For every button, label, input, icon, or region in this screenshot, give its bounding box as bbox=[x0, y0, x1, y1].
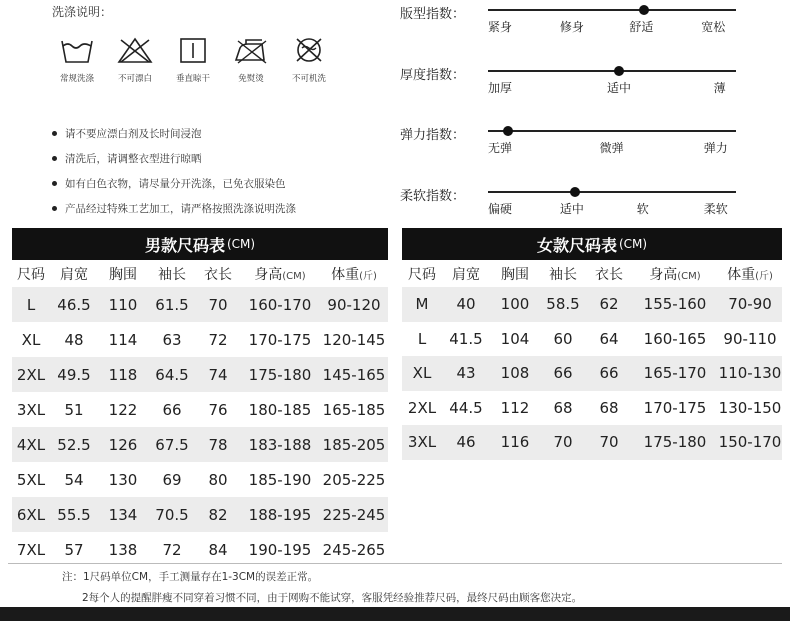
women-table-row bbox=[402, 391, 782, 426]
women-table-cell: 90-110 bbox=[723, 329, 777, 348]
men-column-headers bbox=[12, 260, 388, 287]
men-table-cell: 63 bbox=[162, 330, 182, 349]
fit-index-ticks bbox=[488, 139, 736, 155]
fit-index bbox=[400, 3, 740, 53]
women-size-table bbox=[402, 228, 782, 460]
fit-index-track bbox=[488, 70, 736, 72]
men-column-header bbox=[12, 264, 50, 284]
men-table-unit: (CM) bbox=[226, 237, 256, 251]
men-column-header bbox=[98, 264, 148, 284]
wash-icon-item bbox=[164, 36, 222, 84]
women-table-cell: 108 bbox=[500, 364, 530, 383]
men-table-cell: 84 bbox=[208, 540, 228, 559]
women-table-cell: 104 bbox=[500, 329, 530, 348]
men-column-header bbox=[320, 264, 388, 284]
men-table-cell: 120-145 bbox=[322, 330, 386, 349]
fit-index-ticks bbox=[488, 79, 736, 95]
women-table-unit: (CM) bbox=[618, 237, 648, 251]
women-table-cell: 44.5 bbox=[449, 398, 483, 417]
fit-index-ticks bbox=[488, 18, 736, 34]
wash-icon-label: 常规洗涤 bbox=[59, 74, 94, 84]
fit-index-marker bbox=[570, 187, 580, 197]
women-table-cell: 58.5 bbox=[546, 295, 580, 314]
fit-index-label: 弹力指数： bbox=[400, 128, 466, 143]
bullet-icon bbox=[52, 131, 57, 136]
men-table-cell: 6XL bbox=[16, 505, 46, 524]
women-table-title: 女款尺码表 bbox=[536, 235, 617, 255]
women-table-cell: 68 bbox=[553, 398, 573, 417]
women-table-cell: 40 bbox=[456, 295, 476, 314]
men-table-cell: 52.5 bbox=[57, 435, 91, 454]
men-table-cell: 130 bbox=[108, 470, 138, 489]
men-table-row bbox=[12, 392, 388, 427]
women-table-cell: 66 bbox=[553, 364, 573, 383]
wash-icon-label: 垂直晾干 bbox=[175, 74, 210, 84]
footer-note-2: 2每个人的提醒胖瘦不同穿着习惯不同，由于网购不能试穿，客服凭经验推荐尺码，最终尺码由顾客您决定。 bbox=[82, 592, 583, 604]
men-table-cell: 64.5 bbox=[155, 365, 189, 384]
men-column-header-text: 衣长 bbox=[204, 266, 232, 283]
men-table-cell: 138 bbox=[108, 540, 138, 559]
fit-index-marker bbox=[503, 126, 513, 136]
care-note-text: 如有白色衣物，请尽量分开洗涤，已免衣服染色 bbox=[65, 178, 286, 190]
women-table-cell: 46 bbox=[456, 433, 476, 452]
women-table-rows bbox=[402, 287, 782, 460]
fit-index-tick: 微弹 bbox=[599, 141, 624, 155]
women-column-header bbox=[718, 264, 782, 284]
women-table-cell: L bbox=[417, 329, 427, 348]
women-table-cell: 160-165 bbox=[643, 329, 707, 348]
women-table-cell: 64 bbox=[599, 329, 619, 348]
men-table-cell: 70 bbox=[208, 295, 228, 314]
men-table-cell: 5XL bbox=[16, 470, 46, 489]
wash-icon-item bbox=[280, 36, 338, 84]
men-table-cell: 7XL bbox=[16, 540, 46, 559]
women-column-header bbox=[490, 264, 540, 284]
women-column-headers bbox=[402, 260, 782, 287]
women-column-header bbox=[632, 264, 718, 284]
men-table-cell: 188-195 bbox=[248, 505, 312, 524]
men-column-header bbox=[240, 264, 320, 284]
care-note bbox=[52, 196, 296, 221]
men-column-header-text: 身高 bbox=[254, 266, 283, 283]
women-table-cell: 130-150 bbox=[718, 398, 782, 417]
bullet-icon bbox=[52, 181, 57, 186]
men-table-cell: 134 bbox=[108, 505, 138, 524]
wash-icons-row bbox=[48, 36, 338, 84]
fit-index-label: 柔软指数： bbox=[400, 189, 466, 204]
women-table-cell: 66 bbox=[599, 364, 619, 383]
men-size-table bbox=[12, 228, 388, 567]
men-table-cell: 61.5 bbox=[155, 295, 189, 314]
men-table-cell: 72 bbox=[208, 330, 228, 349]
men-table-cell: 160-170 bbox=[248, 295, 312, 314]
men-table-cell: 55.5 bbox=[57, 505, 91, 524]
men-column-header-text: 胸围 bbox=[109, 266, 137, 283]
women-table-cell: 116 bbox=[500, 433, 530, 452]
care-note-text: 清洗后，请调整衣型进行晾晒 bbox=[65, 153, 202, 165]
men-table-cell: 245-265 bbox=[322, 540, 386, 559]
fit-index-tick: 弹力 bbox=[703, 141, 728, 155]
women-table-cell: 100 bbox=[500, 295, 530, 314]
fit-index-track bbox=[488, 130, 736, 132]
men-table-row bbox=[12, 357, 388, 392]
men-table-cell: 185-190 bbox=[248, 470, 312, 489]
wash-icon-label: 不可漂白 bbox=[117, 74, 152, 84]
men-table-cell: 122 bbox=[108, 400, 138, 419]
men-table-row bbox=[12, 532, 388, 567]
women-table-row bbox=[402, 322, 782, 357]
men-table-cell: 145-165 bbox=[322, 365, 386, 384]
men-table-cell: 57 bbox=[64, 540, 84, 559]
men-table-cell: 48 bbox=[64, 330, 84, 349]
men-table-cell: 90-120 bbox=[327, 295, 381, 314]
fit-index-tick: 修身 bbox=[559, 20, 584, 34]
women-table-cell: 175-180 bbox=[643, 433, 707, 452]
men-table-cell: 114 bbox=[108, 330, 138, 349]
men-table-cell: 82 bbox=[208, 505, 228, 524]
women-table-cell: 150-170 bbox=[718, 433, 782, 452]
women-column-header-text: 体重 bbox=[727, 266, 756, 283]
men-table-cell: 49.5 bbox=[57, 365, 91, 384]
care-note-text: 产品经过特殊工艺加工，请严格按照洗涤说明洗涤 bbox=[65, 203, 296, 215]
women-table-cell: 3XL bbox=[407, 433, 437, 452]
care-note bbox=[52, 146, 296, 171]
men-table-cell: 165-185 bbox=[322, 400, 386, 419]
women-table-cell: 2XL bbox=[407, 398, 437, 417]
no-iron-icon bbox=[232, 36, 270, 64]
care-notes-list bbox=[52, 121, 296, 221]
women-column-header bbox=[402, 264, 442, 284]
fit-index-tick: 加厚 bbox=[488, 81, 513, 95]
women-column-header-text: 肩宽 bbox=[452, 266, 480, 283]
women-table-cell: 60 bbox=[553, 329, 573, 348]
bullet-icon bbox=[52, 156, 57, 161]
care-note bbox=[52, 171, 296, 196]
fit-index-tick: 软 bbox=[636, 202, 649, 216]
wash-tub-icon bbox=[60, 36, 94, 64]
men-table-row bbox=[12, 287, 388, 322]
fit-index-tick: 适中 bbox=[607, 81, 632, 95]
women-table-row bbox=[402, 287, 782, 322]
men-table-cell: 69 bbox=[162, 470, 182, 489]
women-column-header-text: 尺码 bbox=[408, 266, 436, 283]
men-table-cell: 72 bbox=[162, 540, 182, 559]
women-table-cell: 112 bbox=[500, 398, 530, 417]
women-column-header-text: 身高 bbox=[649, 266, 678, 283]
women-table-cell: 68 bbox=[599, 398, 619, 417]
men-table-cell: 180-185 bbox=[248, 400, 312, 419]
no-machine-wash-icon bbox=[292, 36, 326, 64]
men-table-cell: 46.5 bbox=[57, 295, 91, 314]
fit-index-marker bbox=[614, 66, 624, 76]
footer-note-1: 注：1尺码单位CM，手工测量存在1-3CM的误差正常。 bbox=[62, 571, 319, 583]
women-table-row bbox=[402, 425, 782, 460]
men-table-cell: 74 bbox=[208, 365, 228, 384]
fit-index-tick: 宽松 bbox=[701, 20, 726, 34]
care-note-text: 请不要应漂白剂及长时间浸泡 bbox=[65, 128, 202, 140]
wash-icon-label: 不可机洗 bbox=[291, 74, 326, 84]
fit-index-marker bbox=[639, 5, 649, 15]
men-table-cell: 66 bbox=[162, 400, 182, 419]
drip-dry-icon bbox=[178, 36, 208, 64]
fit-index-tick: 适中 bbox=[559, 202, 584, 216]
men-column-header bbox=[148, 264, 196, 284]
men-table-cell: 78 bbox=[208, 435, 228, 454]
women-table-cell: 43 bbox=[456, 364, 476, 383]
women-column-header bbox=[442, 264, 490, 284]
men-table-cell: 183-188 bbox=[248, 435, 312, 454]
women-column-header-unit: (CM) bbox=[677, 270, 701, 282]
men-table-cell: 110 bbox=[108, 295, 138, 314]
men-table-title: 男款尺码表 bbox=[144, 235, 225, 255]
men-table-cell: L bbox=[26, 295, 36, 314]
men-table-cell: 126 bbox=[108, 435, 138, 454]
men-table-rows bbox=[12, 287, 388, 567]
fit-index-tick: 无弹 bbox=[488, 141, 513, 155]
men-table-row bbox=[12, 322, 388, 357]
women-table-cell: 70 bbox=[553, 433, 573, 452]
wash-icon-item bbox=[48, 36, 106, 84]
women-column-header-unit: (斤) bbox=[755, 270, 773, 282]
fit-index-tick: 薄 bbox=[713, 81, 726, 95]
women-table-cell: 155-160 bbox=[643, 295, 707, 314]
women-table-header bbox=[402, 228, 782, 260]
women-table-cell: M bbox=[415, 295, 429, 314]
women-table-cell: 165-170 bbox=[643, 364, 707, 383]
men-column-header-text: 肩宽 bbox=[60, 266, 88, 283]
care-note bbox=[52, 121, 296, 146]
bottom-bar bbox=[0, 607, 790, 621]
no-bleach-icon bbox=[117, 36, 153, 64]
fit-index-track bbox=[488, 9, 736, 11]
men-table-cell: XL bbox=[21, 330, 41, 349]
men-table-cell: 2XL bbox=[16, 365, 46, 384]
men-table-cell: 3XL bbox=[16, 400, 46, 419]
men-table-header bbox=[12, 228, 388, 260]
men-column-header-text: 尺码 bbox=[17, 266, 45, 283]
men-column-header-text: 体重 bbox=[331, 266, 360, 283]
women-table-row bbox=[402, 356, 782, 391]
fit-index-label: 厚度指数： bbox=[400, 68, 466, 83]
fit-index-tick: 偏硬 bbox=[488, 202, 513, 216]
men-table-cell: 51 bbox=[64, 400, 84, 419]
men-column-header bbox=[50, 264, 98, 284]
men-column-header bbox=[196, 264, 240, 284]
women-table-cell: 70 bbox=[599, 433, 619, 452]
men-table-cell: 80 bbox=[208, 470, 228, 489]
wash-instructions-title: 洗涤说明： bbox=[52, 5, 113, 19]
men-table-cell: 118 bbox=[108, 365, 138, 384]
men-column-header-unit: (CM) bbox=[282, 270, 306, 282]
women-column-header-text: 胸围 bbox=[501, 266, 529, 283]
bullet-icon bbox=[52, 206, 57, 211]
men-table-cell: 70.5 bbox=[155, 505, 189, 524]
men-table-cell: 4XL bbox=[16, 435, 46, 454]
women-column-header-text: 袖长 bbox=[549, 266, 577, 283]
women-column-header bbox=[540, 264, 586, 284]
women-table-cell: 41.5 bbox=[449, 329, 483, 348]
divider bbox=[8, 563, 782, 564]
wash-icon-item bbox=[222, 36, 280, 84]
men-table-cell: 76 bbox=[208, 400, 228, 419]
women-table-cell: 70-90 bbox=[728, 295, 772, 314]
fit-index-track bbox=[488, 191, 736, 193]
fit-index-tick: 舒适 bbox=[629, 20, 654, 34]
men-table-row bbox=[12, 462, 388, 497]
fit-index-tick: 柔软 bbox=[703, 202, 728, 216]
women-column-header-text: 衣长 bbox=[595, 266, 623, 283]
women-column-header bbox=[586, 264, 632, 284]
men-table-cell: 170-175 bbox=[248, 330, 312, 349]
fit-index bbox=[400, 64, 740, 114]
men-table-row bbox=[12, 497, 388, 532]
men-table-cell: 205-225 bbox=[322, 470, 386, 489]
men-table-cell: 185-205 bbox=[322, 435, 386, 454]
wash-icon-item bbox=[106, 36, 164, 84]
fit-index-label: 版型指数： bbox=[400, 7, 466, 22]
women-table-cell: XL bbox=[412, 364, 432, 383]
women-table-cell: 110-130 bbox=[718, 364, 782, 383]
men-table-cell: 67.5 bbox=[155, 435, 189, 454]
men-table-cell: 175-180 bbox=[248, 365, 312, 384]
women-table-cell: 170-175 bbox=[643, 398, 707, 417]
men-column-header-unit: (斤) bbox=[359, 270, 377, 282]
fit-index-tick: 紧身 bbox=[488, 20, 513, 34]
fit-index bbox=[400, 124, 740, 174]
men-table-cell: 190-195 bbox=[248, 540, 312, 559]
fit-index-ticks bbox=[488, 200, 736, 216]
men-table-cell: 225-245 bbox=[322, 505, 386, 524]
men-table-cell: 54 bbox=[64, 470, 84, 489]
men-table-row bbox=[12, 427, 388, 462]
men-column-header-text: 袖长 bbox=[158, 266, 186, 283]
women-table-cell: 62 bbox=[599, 295, 619, 314]
wash-icon-label: 免熨烫 bbox=[238, 74, 264, 84]
